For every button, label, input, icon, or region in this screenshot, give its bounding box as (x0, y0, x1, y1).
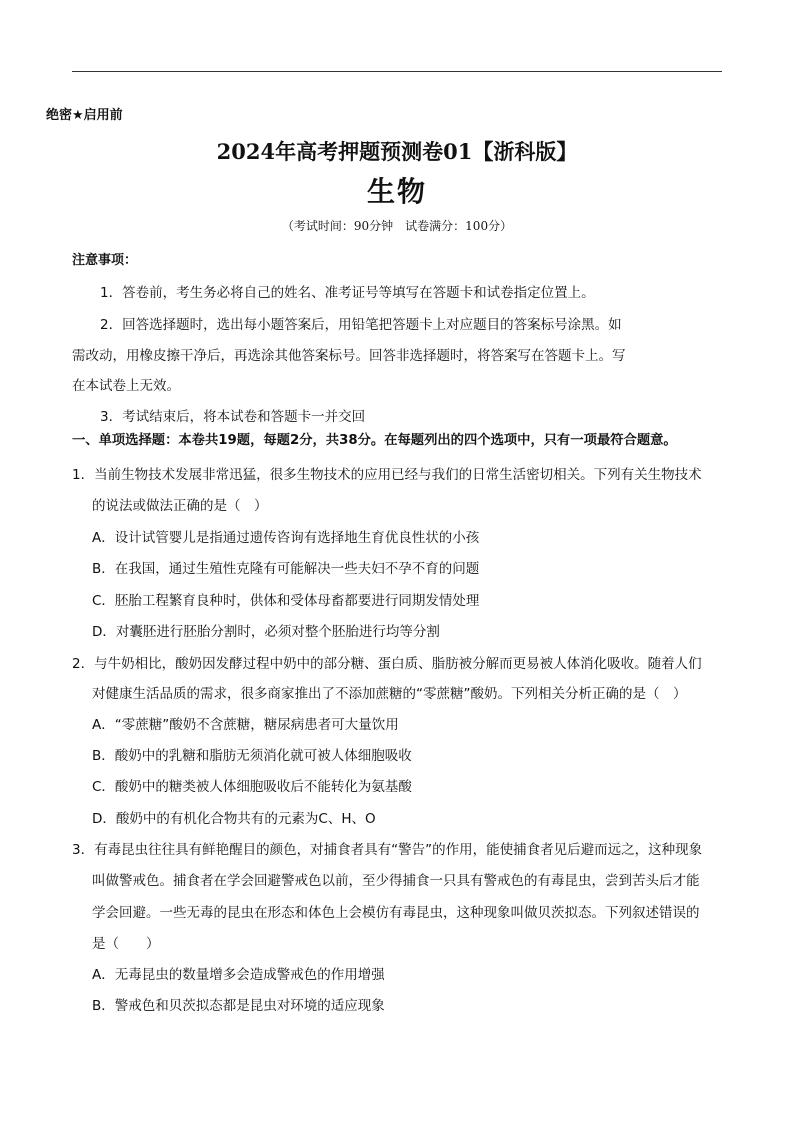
question-stem: 1．当前生物技术发展非常迅猛，很多生物技术的应用已经与我们的日常生活密切相关。下列有关生物技术 (72, 467, 702, 483)
question-stem: 学会回避。一些无毒的昆虫在形态和体色上会模仿有毒昆虫，这种现象叫做贝茨拟态。下列叙述错误的 (92, 905, 700, 921)
question-stem: 的说法或做法正确的是（ ） (92, 498, 268, 514)
question-option: D．对囊胚进行胚胎分割时，必须对整个胚胎进行均等分割 (92, 624, 440, 640)
exam-info: （考试时间：90分钟 试卷满分：100分） (281, 219, 513, 233)
notice-heading: 注意事项： (72, 253, 138, 268)
question-option: A．无毒昆虫的数量增多会造成警戒色的作用增强 (92, 967, 385, 983)
notice-line: 2．回答选择题时，选出每小题答案后，用铅笔把答题卡上对应题目的答案标号涂黑。如 (100, 317, 622, 333)
header-rule (72, 71, 722, 72)
notice-line: 需改动，用橡皮擦干净后，再选涂其他答案标号。回答非选择题时，将答案写在答题卡上。写 (72, 348, 626, 364)
question-option: D．酸奶中的有机化合物共有的元素为C、H、O (92, 811, 376, 827)
question-option: C．酸奶中的糖类被人体细胞吸收后不能转化为氨基酸 (92, 779, 412, 795)
section-heading: 一、单项选择题：本卷共19题，每题2分，共38分。在每题列出的四个选项中，只有一项最符合题意。 (72, 433, 677, 448)
notice-line: 在本试卷上无效。 (72, 378, 180, 394)
notice-line: 3．考试结束后，将本试卷和答题卡一并交回 (100, 409, 366, 425)
question-stem: 2．与牛奶相比，酸奶因发酵过程中奶中的部分糖、蛋白质、脂肪被分解而更易被人体消化吸收。随着人们 (72, 656, 702, 672)
question-option: A．“零蔗糖”酸奶不含蔗糖，糖尿病患者可大量饮用 (92, 717, 399, 733)
exam-title: 2024年高考押题预测卷01【浙科版】 (216, 139, 578, 164)
secret-label: 绝密★启用前 (46, 108, 123, 123)
question-stem: 3．有毒昆虫往往具有鲜艳醒目的颜色，对捕食者具有“警告”的作用，能使捕食者见后避而远之，这种现象 (72, 842, 703, 858)
question-option: B．酸奶中的乳糖和脂肪无须消化就可被人体细胞吸收 (92, 748, 412, 764)
subject-title: 生物 (366, 175, 427, 208)
question-option: C．胚胎工程繁育良种时，供体和受体母畜都要进行同期发情处理 (92, 593, 480, 609)
question-option: B．在我国，通过生殖性克隆有可能解决一些夫妇不孕不育的问题 (92, 561, 480, 577)
question-stem: 对健康生活品质的需求，很多商家推出了不添加蔗糖的“零蔗糖”酸奶。下列相关分析正确的是（ ） (92, 686, 687, 702)
question-option: B．警戒色和贝茨拟态都是昆虫对环境的适应现象 (92, 998, 385, 1014)
question-stem: 是（ ） (92, 936, 160, 952)
question-option: A．设计试管婴儿是指通过遗传咨询有选择地生育优良性状的小孩 (92, 530, 480, 546)
question-stem: 叫做警戒色。捕食者在学会回避警戒色以前，至少得捕食一只具有警戒色的有毒昆虫，尝到苦头后才能 (92, 873, 700, 889)
notice-line: 1．答卷前，考生务必将自己的姓名、准考证号等填写在答题卡和试卷指定位置上。 (100, 285, 595, 301)
